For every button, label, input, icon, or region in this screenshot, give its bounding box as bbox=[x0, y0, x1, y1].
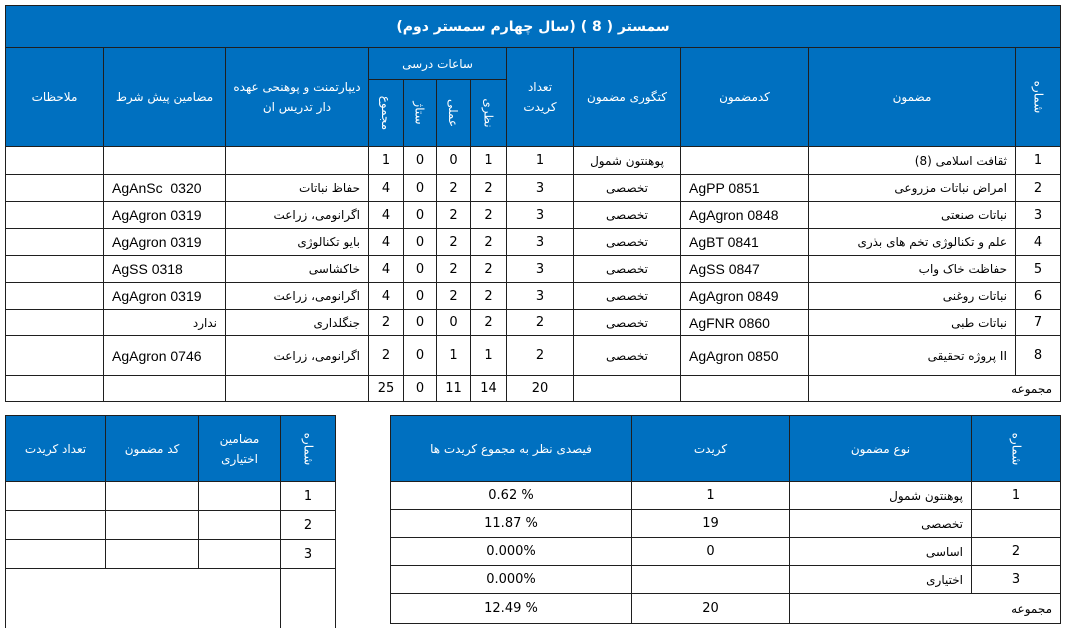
course-theory: 2 bbox=[471, 202, 507, 229]
elective-row bbox=[6, 482, 336, 511]
course-category: تخصصی bbox=[574, 310, 681, 336]
header-prerequisite: مضامین پیش شرط bbox=[104, 48, 226, 147]
header-hours: ساعات درسی bbox=[369, 48, 507, 80]
summary-type: تخصصی bbox=[790, 510, 972, 538]
elective-row bbox=[6, 511, 336, 540]
course-credits: 2 bbox=[507, 310, 574, 336]
elective-code bbox=[106, 482, 199, 511]
course-total: 4 bbox=[369, 175, 404, 202]
header-number-label: شماره bbox=[1031, 80, 1046, 114]
summary-row bbox=[391, 538, 1061, 566]
course-subject: نباتات روغنی bbox=[809, 283, 1016, 310]
course-prerequisite: AgAgron 0319 bbox=[104, 202, 226, 229]
course-total: 4 bbox=[369, 202, 404, 229]
header-credits-label: تعداد کریدت bbox=[523, 80, 557, 114]
course-internship: 0 bbox=[404, 310, 437, 336]
totals-credits: 20 bbox=[507, 376, 574, 402]
course-internship: 0 bbox=[404, 256, 437, 283]
course-subject: پروژه تحقیقی II bbox=[809, 336, 1016, 376]
course-theory: 2 bbox=[471, 175, 507, 202]
totals-notes bbox=[6, 376, 104, 402]
header-theory bbox=[471, 80, 507, 147]
course-department: اگرانومی، زراعت bbox=[226, 336, 369, 376]
course-category: تخصصی bbox=[574, 256, 681, 283]
totals-department bbox=[226, 376, 369, 402]
summary-header-percent: فیصدی نظر به مجموع کریدت ها bbox=[391, 416, 632, 482]
course-practical: 2 bbox=[437, 229, 471, 256]
course-credits: 3 bbox=[507, 229, 574, 256]
course-prerequisite bbox=[104, 147, 226, 175]
course-notes bbox=[6, 310, 104, 336]
summary-header-type: نوع مضمون bbox=[790, 416, 972, 482]
elective-row bbox=[6, 540, 336, 569]
course-practical: 0 bbox=[437, 147, 471, 175]
course-department: اگرانومی، زراعت bbox=[226, 202, 369, 229]
course-number: 3 bbox=[1016, 202, 1061, 229]
summary-percent: 0.000% bbox=[391, 566, 632, 594]
course-practical: 2 bbox=[437, 202, 471, 229]
course-subject: علم و تکنالوژی تخم های بذری bbox=[809, 229, 1016, 256]
course-internship: 0 bbox=[404, 229, 437, 256]
course-number: 5 bbox=[1016, 256, 1061, 283]
course-subject: نباتات صنعتی bbox=[809, 202, 1016, 229]
course-practical: 2 bbox=[437, 283, 471, 310]
course-category: تخصصی bbox=[574, 202, 681, 229]
course-subject: امراض نباتات مزروعی bbox=[809, 175, 1016, 202]
header-practical-label: عملی bbox=[446, 98, 461, 128]
course-department: بایو تکنالوژی bbox=[226, 229, 369, 256]
course-practical: 2 bbox=[437, 175, 471, 202]
elective-credits bbox=[6, 511, 106, 540]
course-category: تخصصی bbox=[574, 336, 681, 376]
course-theory: 2 bbox=[471, 283, 507, 310]
course-category: پوهنتون شمول bbox=[574, 147, 681, 175]
elective-code bbox=[106, 511, 199, 540]
course-code: AgSS 0847 bbox=[681, 256, 809, 283]
elective-code bbox=[106, 540, 199, 569]
summary-row bbox=[391, 482, 1061, 510]
course-number: 2 bbox=[1016, 175, 1061, 202]
totals-practical: 11 bbox=[437, 376, 471, 402]
course-theory: 1 bbox=[471, 147, 507, 175]
summary-total-row bbox=[391, 594, 1061, 624]
course-credits: 3 bbox=[507, 256, 574, 283]
elective-empty-cell bbox=[6, 569, 281, 628]
course-row bbox=[6, 283, 1061, 310]
course-internship: 0 bbox=[404, 175, 437, 202]
course-total: 4 bbox=[369, 256, 404, 283]
course-theory: 1 bbox=[471, 336, 507, 376]
course-number: 6 bbox=[1016, 283, 1061, 310]
course-credits: 3 bbox=[507, 202, 574, 229]
header-internship bbox=[404, 80, 437, 147]
course-row bbox=[6, 256, 1061, 283]
elective-header-elective-label: مضامین اختیاری bbox=[219, 431, 260, 466]
course-notes bbox=[6, 336, 104, 376]
elective-name bbox=[199, 482, 281, 511]
course-notes bbox=[6, 147, 104, 175]
course-number: 8 bbox=[1016, 336, 1061, 376]
course-total: 4 bbox=[369, 229, 404, 256]
course-row bbox=[6, 229, 1061, 256]
summary-number: 1 bbox=[972, 482, 1061, 510]
course-department: اگرانومی، زراعت bbox=[226, 283, 369, 310]
header-category: کتگوری مضمون bbox=[574, 48, 681, 147]
course-practical: 0 bbox=[437, 310, 471, 336]
semester-title: سمستر ( 8 ) (سال چهارم سمستر دوم) bbox=[6, 6, 1061, 48]
course-code bbox=[681, 147, 809, 175]
elective-header-credits: تعداد کریدت bbox=[6, 416, 106, 482]
course-row bbox=[6, 336, 1061, 376]
summary-credit: 19 bbox=[632, 510, 790, 538]
summary-type: اساسی bbox=[790, 538, 972, 566]
course-code: AgAgron 0848 bbox=[681, 202, 809, 229]
course-code: AgAgron 0849 bbox=[681, 283, 809, 310]
summary-number: 2 bbox=[972, 538, 1061, 566]
totals-total: 25 bbox=[369, 376, 404, 402]
course-prerequisite: AgAnSc 0320 bbox=[104, 175, 226, 202]
header-notes: ملاحظات bbox=[6, 48, 104, 147]
course-code: AgPP 0851 bbox=[681, 175, 809, 202]
course-internship: 0 bbox=[404, 283, 437, 310]
course-prerequisite: ندارد bbox=[104, 310, 226, 336]
course-internship: 0 bbox=[404, 147, 437, 175]
summary-total-percent: 12.49 % bbox=[391, 594, 632, 624]
course-prerequisite: AgAgron 0319 bbox=[104, 283, 226, 310]
course-total: 1 bbox=[369, 147, 404, 175]
course-row bbox=[6, 310, 1061, 336]
course-subject: نباتات طبی bbox=[809, 310, 1016, 336]
course-category: تخصصی bbox=[574, 283, 681, 310]
summary-header-number bbox=[972, 416, 1061, 482]
course-department: خاکشاسی bbox=[226, 256, 369, 283]
elective-table bbox=[5, 415, 336, 628]
course-department: جنگلداری bbox=[226, 310, 369, 336]
course-notes bbox=[6, 283, 104, 310]
summary-credit: 0 bbox=[632, 538, 790, 566]
elective-empty-row bbox=[6, 569, 336, 628]
elective-credits bbox=[6, 540, 106, 569]
course-notes bbox=[6, 202, 104, 229]
course-notes bbox=[6, 229, 104, 256]
summary-credit: 1 bbox=[632, 482, 790, 510]
summary-credit bbox=[632, 566, 790, 594]
course-total: 2 bbox=[369, 310, 404, 336]
course-theory: 2 bbox=[471, 229, 507, 256]
course-department: حفاظ نباتات bbox=[226, 175, 369, 202]
summary-table bbox=[390, 415, 1061, 624]
header-number bbox=[1016, 48, 1061, 147]
summary-number bbox=[972, 510, 1061, 538]
course-total: 4 bbox=[369, 283, 404, 310]
course-row bbox=[6, 147, 1061, 175]
summary-row bbox=[391, 510, 1061, 538]
course-prerequisite: AgAgron 0319 bbox=[104, 229, 226, 256]
elective-credits bbox=[6, 482, 106, 511]
header-subject: مضمون bbox=[809, 48, 1016, 147]
summary-total-credit: 20 bbox=[632, 594, 790, 624]
summary-percent: 11.87 % bbox=[391, 510, 632, 538]
course-number: 7 bbox=[1016, 310, 1061, 336]
totals-internship: 0 bbox=[404, 376, 437, 402]
curriculum-table bbox=[5, 5, 1061, 402]
course-subject: ثقافت اسلامی (8) bbox=[809, 147, 1016, 175]
course-code: AgBT 0841 bbox=[681, 229, 809, 256]
elective-number: 1 bbox=[281, 482, 336, 511]
summary-total-label: مجموعه bbox=[790, 594, 1061, 624]
totals-prereq bbox=[104, 376, 226, 402]
summary-percent: 0.000% bbox=[391, 538, 632, 566]
course-code: AgAgron 0850 bbox=[681, 336, 809, 376]
course-category: تخصصی bbox=[574, 229, 681, 256]
elective-number: 3 bbox=[281, 540, 336, 569]
course-number: 4 bbox=[1016, 229, 1061, 256]
course-credits: 1 bbox=[507, 147, 574, 175]
header-total bbox=[369, 80, 404, 147]
header-theory-label: نظری bbox=[481, 98, 496, 128]
header-department bbox=[226, 48, 369, 147]
header-internship-label: ستاژ bbox=[412, 101, 427, 125]
totals-label: مجموعه bbox=[809, 376, 1061, 402]
totals-category bbox=[574, 376, 681, 402]
course-credits: 3 bbox=[507, 175, 574, 202]
elective-name bbox=[199, 511, 281, 540]
elective-empty-number bbox=[281, 569, 336, 628]
elective-name bbox=[199, 540, 281, 569]
course-number: 1 bbox=[1016, 147, 1061, 175]
header-practical bbox=[437, 80, 471, 147]
course-code: AgFNR 0860 bbox=[681, 310, 809, 336]
elective-header-number-label: شماره bbox=[300, 432, 315, 465]
summary-percent: 0.62 % bbox=[391, 482, 632, 510]
course-credits: 3 bbox=[507, 283, 574, 310]
course-row bbox=[6, 175, 1061, 202]
course-subject: حفاظت خاک واب bbox=[809, 256, 1016, 283]
elective-header-code: کد مضمون bbox=[106, 416, 199, 482]
summary-header-credit: کریدت bbox=[632, 416, 790, 482]
elective-header-number bbox=[281, 416, 336, 482]
summary-type: پوهنتون شمول bbox=[790, 482, 972, 510]
course-row bbox=[6, 202, 1061, 229]
elective-number: 2 bbox=[281, 511, 336, 540]
totals-theory: 14 bbox=[471, 376, 507, 402]
totals-code bbox=[681, 376, 809, 402]
summary-row bbox=[391, 566, 1061, 594]
course-internship: 0 bbox=[404, 202, 437, 229]
course-theory: 2 bbox=[471, 256, 507, 283]
totals-row bbox=[6, 376, 1061, 402]
header-department-label: دیپارتمنت و پوهنحی عهده دار تدریس ان bbox=[233, 80, 361, 114]
summary-type: اختیاری bbox=[790, 566, 972, 594]
summary-header-number-label: شماره bbox=[1008, 432, 1023, 465]
course-notes bbox=[6, 256, 104, 283]
course-total: 2 bbox=[369, 336, 404, 376]
course-prerequisite: AgSS 0318 bbox=[104, 256, 226, 283]
course-practical: 1 bbox=[437, 336, 471, 376]
header-total-label: مجموع bbox=[379, 95, 394, 131]
course-internship: 0 bbox=[404, 336, 437, 376]
course-theory: 2 bbox=[471, 310, 507, 336]
header-code: کدمضمون bbox=[681, 48, 809, 147]
header-credits bbox=[507, 48, 574, 147]
course-credits: 2 bbox=[507, 336, 574, 376]
course-practical: 2 bbox=[437, 256, 471, 283]
course-category: تخصصی bbox=[574, 175, 681, 202]
course-notes bbox=[6, 175, 104, 202]
course-department bbox=[226, 147, 369, 175]
course-prerequisite: AgAgron 0746 bbox=[104, 336, 226, 376]
summary-number: 3 bbox=[972, 566, 1061, 594]
elective-header-elective bbox=[199, 416, 281, 482]
